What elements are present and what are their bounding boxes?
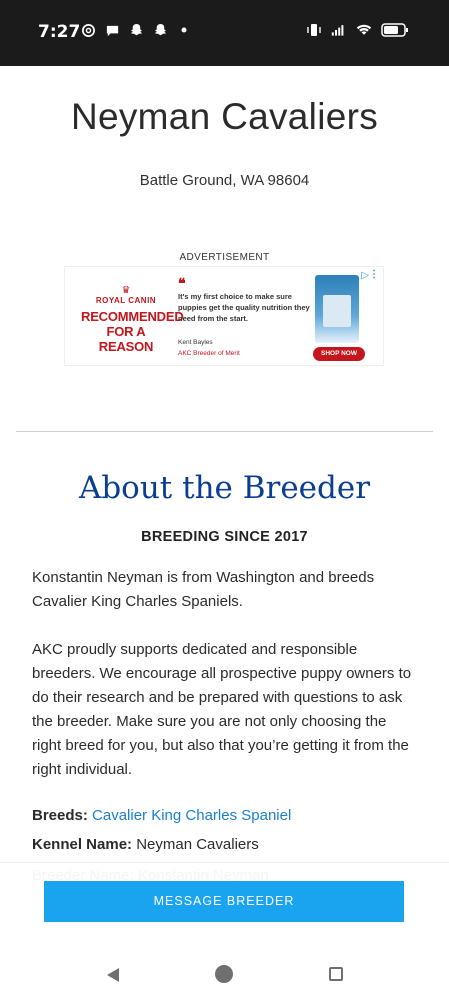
message-breeder-button[interactable]: MESSAGE BREEDER (44, 881, 404, 922)
ad-brand-logo: ROYAL CANIN (95, 296, 157, 305)
breeder-intro: Konstantin Neyman is from Washington and breeds Cavalier King Charles Spaniels. (32, 569, 375, 610)
home-icon[interactable] (215, 965, 233, 983)
snapchat-icon (152, 22, 168, 38)
ad-brand-block (81, 285, 184, 354)
battery-icon (381, 22, 409, 38)
kennel-row (32, 836, 259, 853)
breeds-label: Breeds: (32, 807, 88, 824)
quote-icon: ❝ (178, 275, 186, 291)
ad-product-image (315, 275, 359, 343)
ad-person-title: AKC Breeder of Merit (178, 350, 240, 357)
page-title: Neyman Cavaliers (70, 96, 379, 137)
dot-icon (176, 22, 192, 38)
chat-icon (104, 22, 120, 38)
wifi-icon (356, 22, 372, 38)
puppy-image (323, 295, 351, 327)
ad-more-icon[interactable]: ⋮ (369, 269, 379, 280)
notification-icons (80, 22, 192, 38)
section-divider (16, 431, 433, 432)
threads-icon (80, 22, 96, 38)
adchoices-icon[interactable]: ▷ (361, 270, 369, 281)
ad-headline-line2: FOR A REASON (98, 324, 154, 354)
signal-icon (331, 22, 347, 38)
ad-person: Kent Bayles (178, 339, 213, 346)
status-bar (0, 0, 449, 66)
breeds-row (32, 807, 291, 824)
ad-headline (81, 309, 184, 354)
breed-link[interactable]: Cavalier King Charles Spaniel (92, 807, 292, 824)
breeder-location: Battle Ground, WA 98604 (139, 172, 310, 189)
vibrate-icon (306, 22, 322, 38)
snapchat-icon (128, 22, 144, 38)
section-title: About the Breeder (78, 470, 371, 506)
ad-shop-button[interactable]: SHOP NOW (313, 347, 365, 361)
ad-headline-line1: RECOMMENDED (81, 309, 184, 324)
page-header (0, 96, 449, 138)
kennel-value: Neyman Cavaliers (136, 836, 259, 853)
crown-icon: ♛ (121, 285, 131, 296)
ad-banner[interactable] (64, 266, 384, 366)
recents-icon[interactable] (329, 967, 343, 981)
status-time: 7:27 (38, 22, 81, 42)
akc-statement: AKC proudly supports dedicated and responsible breeders. We encourage all prospective puppy owners to do their research and be prepared with questions to ask the breeder. Make sure you are not only choosing the right breed for you, but also that you’re getting it from the right individual. (32, 641, 412, 778)
system-icons (306, 22, 409, 38)
ad-quote: It's my first choice to make sure puppies get the quality nutrition they need from the start. (178, 292, 310, 323)
system-nav-bar (0, 950, 449, 1000)
ad-label: ADVERTISEMENT (179, 252, 270, 263)
back-icon[interactable] (104, 966, 122, 989)
kennel-label: Kennel Name: (32, 836, 133, 853)
breeding-since: BREEDING SINCE 2017 (141, 529, 308, 545)
